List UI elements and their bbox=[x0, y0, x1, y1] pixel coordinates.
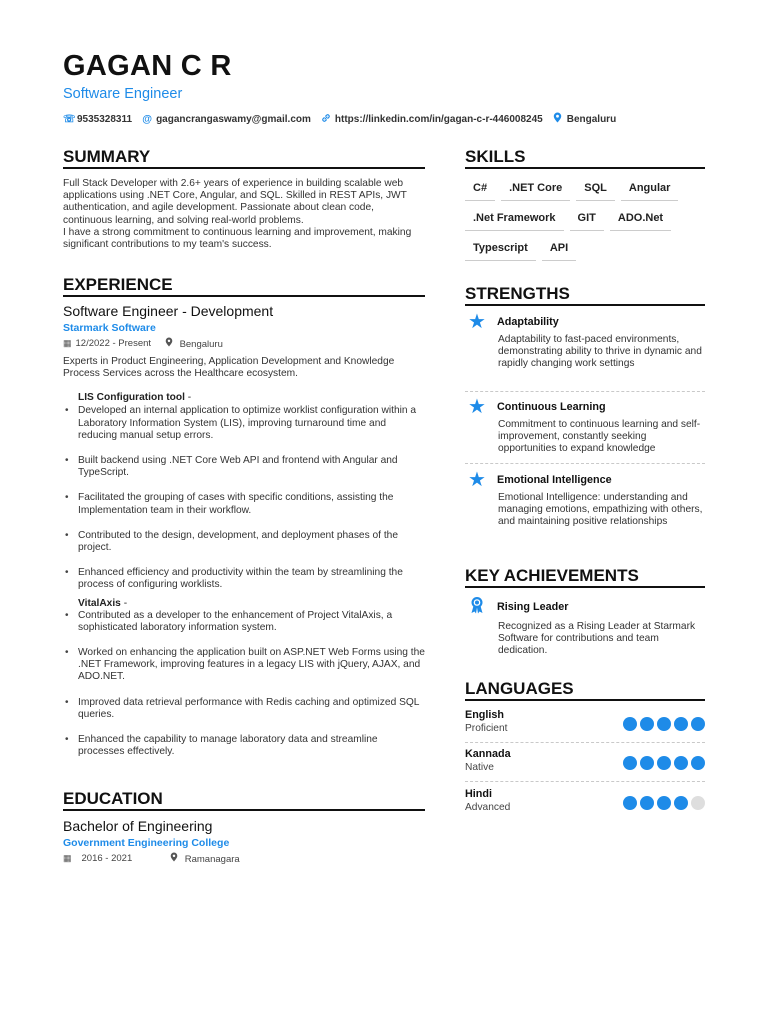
language-rating bbox=[623, 756, 705, 770]
list-item: • Contributed to the design, development, and deployment phases of the project. bbox=[78, 530, 425, 554]
language-name: English bbox=[465, 709, 504, 721]
job-location bbox=[165, 337, 223, 350]
language-item bbox=[465, 748, 705, 773]
candidate-name: GAGAN C R bbox=[63, 50, 232, 82]
skill-tag: GIT bbox=[570, 208, 604, 231]
skill-tag: API bbox=[542, 238, 576, 261]
project-title bbox=[78, 392, 425, 403]
rating-dot-filled bbox=[657, 756, 671, 770]
skills-row bbox=[465, 178, 705, 201]
strength-item bbox=[465, 398, 705, 456]
list-item: • Developed an internal application to optimize worklist configuration within a Laboratory Information System (LIS), improving turnaround time and reducing manual setup errors. bbox=[78, 405, 425, 442]
achievements-heading: KEY ACHIEVEMENTS bbox=[465, 566, 639, 585]
divider bbox=[465, 781, 705, 782]
list-item: • Enhanced the capability to manage laboratory data and streamline processes effectively. bbox=[78, 734, 425, 758]
skills-row bbox=[465, 238, 705, 261]
rating-dot-filled bbox=[623, 717, 637, 731]
skill-tag: Typescript bbox=[465, 238, 536, 261]
rating-dot-filled bbox=[691, 756, 705, 770]
location-icon bbox=[165, 339, 176, 349]
project-vitalaxis bbox=[63, 598, 425, 759]
experience-heading: EXPERIENCE bbox=[63, 275, 173, 294]
rating-dot-filled bbox=[640, 756, 654, 770]
languages-divider bbox=[465, 699, 705, 701]
divider bbox=[465, 463, 705, 464]
language-item bbox=[465, 709, 705, 734]
rating-dot-filled bbox=[657, 796, 671, 810]
location-icon bbox=[170, 854, 181, 864]
languages-heading: LANGUAGES bbox=[465, 679, 574, 698]
strength-head bbox=[465, 471, 705, 489]
strength-head bbox=[465, 398, 705, 416]
strength-desc: Adaptability to fast-paced environments, demonstrating ability to thrive in dynamic and rapidly changing work settings bbox=[498, 334, 702, 370]
rating-dot-filled bbox=[674, 756, 688, 770]
degree: Bachelor of Engineering bbox=[63, 818, 213, 834]
skill-tag: .Net Framework bbox=[465, 208, 564, 231]
divider bbox=[465, 742, 705, 743]
rating-dot-filled bbox=[674, 796, 688, 810]
contact-location-text: Bengaluru bbox=[566, 113, 617, 125]
achievement-item bbox=[465, 596, 705, 658]
strength-item bbox=[465, 471, 705, 529]
skills-list bbox=[465, 178, 705, 268]
education-meta bbox=[63, 852, 425, 865]
skills-divider bbox=[465, 167, 705, 169]
education-location-text: Ramanagara bbox=[184, 854, 240, 865]
list-item: • Improved data retrieval performance with Redis caching and optimized SQL queries. bbox=[78, 697, 425, 721]
skill-tag: .NET Core bbox=[501, 178, 570, 201]
star-icon: ★ bbox=[468, 396, 486, 418]
job-location-text: Bengaluru bbox=[179, 339, 223, 350]
education-divider bbox=[63, 809, 425, 811]
calendar-icon: ▦ bbox=[63, 338, 72, 348]
contact-phone-text: 9535328311 bbox=[77, 113, 133, 125]
skill-tag: C# bbox=[465, 178, 495, 201]
language-level: Native bbox=[465, 762, 494, 773]
list-item: • Enhanced efficiency and productivity within the team by streamlining the process of configuring worklists. bbox=[78, 567, 425, 591]
strength-title: Continuous Learning bbox=[497, 401, 606, 413]
education-entry bbox=[63, 818, 425, 865]
calendar-icon: ▦ bbox=[63, 853, 72, 863]
rating-dot-filled bbox=[657, 717, 671, 731]
experience-divider bbox=[63, 295, 425, 297]
list-item: • Contributed as a developer to the enhancement of Project VitalAxis, a sophisticated laboratory information system. bbox=[78, 610, 425, 634]
contact-bar bbox=[63, 112, 616, 126]
education-dates-text: 2016 - 2021 bbox=[81, 853, 133, 864]
star-icon: ★ bbox=[468, 469, 486, 491]
strength-desc: Emotional Intelligence: understanding and managing emotions, empathizing with others, and maintaining positive relationships bbox=[498, 492, 703, 528]
project-bullets bbox=[78, 610, 425, 759]
strength-title: Adaptability bbox=[497, 316, 559, 328]
rating-dot-filled bbox=[623, 756, 637, 770]
skills-row bbox=[465, 208, 705, 231]
job-dates bbox=[63, 338, 151, 349]
rating-dot-filled bbox=[623, 796, 637, 810]
job-title: Software Engineer - Development bbox=[63, 303, 274, 319]
strengths-divider bbox=[465, 304, 705, 306]
project-name: LIS Configuration tool bbox=[78, 392, 185, 404]
company-description: Experts in Product Engineering, Application Development and Knowledge Process Services across the Healthcare ecosystem. bbox=[63, 356, 395, 380]
project-name: VitalAxis bbox=[78, 597, 121, 609]
summary-heading: SUMMARY bbox=[63, 147, 151, 166]
list-item: • Facilitated the grouping of cases with specific conditions, assisting the Implementation team in their workflow. bbox=[78, 492, 425, 516]
link-icon bbox=[321, 113, 331, 126]
language-name: Kannada bbox=[465, 748, 511, 760]
skill-tag: ADO.Net bbox=[610, 208, 671, 231]
candidate-role: Software Engineer bbox=[63, 86, 183, 102]
achievement-desc: Recognized as a Rising Leader at Starmark Software for contributions and team dedication. bbox=[498, 621, 696, 657]
education-location bbox=[170, 852, 239, 865]
job-meta bbox=[63, 337, 425, 350]
language-name: Hindi bbox=[465, 788, 492, 800]
rating-dot-filled bbox=[691, 717, 705, 731]
skill-tag: SQL bbox=[576, 178, 615, 201]
language-item bbox=[465, 788, 705, 813]
achievement-head bbox=[465, 596, 705, 618]
strength-title: Emotional Intelligence bbox=[497, 474, 612, 486]
project-lis bbox=[63, 392, 425, 591]
contact-phone[interactable] bbox=[63, 112, 132, 126]
strengths-heading: STRENGTHS bbox=[465, 284, 570, 303]
skills-heading: SKILLS bbox=[465, 147, 526, 166]
list-item: • Worked on enhancing the application built on ASP.NET Web Forms using the .NET Framework, improving features in a legacy LIS with jQuery, AJAX, and ADO.NET. bbox=[78, 647, 425, 684]
list-item: • Built backend using .NET Core Web API and frontend with Angular and TypeScript. bbox=[78, 455, 425, 479]
strength-head bbox=[465, 313, 705, 331]
contact-linkedin[interactable] bbox=[321, 112, 543, 126]
contact-linkedin-text: https://linkedin.com/in/gagan-c-r-446008245 bbox=[334, 113, 543, 125]
company-name: Starmark Software bbox=[63, 322, 156, 334]
strength-item bbox=[465, 313, 705, 371]
project-suffix: - bbox=[184, 392, 192, 404]
job-dates-text: 12/2022 - Present bbox=[75, 338, 152, 349]
project-title bbox=[78, 598, 425, 609]
award-ribbon-icon bbox=[465, 596, 489, 618]
language-level: Advanced bbox=[465, 802, 511, 813]
rating-dot-filled bbox=[640, 717, 654, 731]
language-rating bbox=[623, 717, 705, 731]
project-bullets bbox=[78, 405, 425, 591]
contact-email[interactable] bbox=[142, 112, 311, 126]
rating-dot-filled bbox=[674, 717, 688, 731]
achievements-divider bbox=[465, 586, 705, 588]
contact-email-text: gagancrangaswamy@gmail.com bbox=[156, 113, 311, 125]
strength-desc: Commitment to continuous learning and self-improvement, constantly seeking opportunities to expand knowledge bbox=[498, 419, 701, 455]
rating-dot-filled bbox=[640, 796, 654, 810]
location-icon bbox=[553, 112, 563, 126]
rating-dot-empty bbox=[691, 796, 705, 810]
school-name: Government Engineering College bbox=[63, 837, 230, 849]
language-level: Proficient bbox=[465, 723, 508, 734]
star-icon: ★ bbox=[468, 311, 486, 333]
divider bbox=[465, 391, 705, 392]
language-rating bbox=[623, 796, 705, 810]
contact-location bbox=[553, 112, 616, 126]
email-icon: @ bbox=[142, 113, 152, 125]
project-suffix: - bbox=[120, 597, 128, 609]
summary-divider bbox=[63, 167, 425, 169]
education-dates bbox=[63, 853, 132, 864]
skill-tag: Angular bbox=[621, 178, 679, 201]
education-heading: EDUCATION bbox=[63, 789, 163, 808]
achievement-title: Rising Leader bbox=[497, 601, 569, 613]
phone-icon: ☏ bbox=[63, 113, 76, 125]
summary-text: Full Stack Developer with 2.6+ years of experience in building scalable web applications using .NET Core, Angular, and SQL. Skilled in REST APIs, JWT authentication, and agile development. Passionate about clean code, continuous learning, and solving real-world problems. I have a strong commitment to continuous learning and improvement, making significant contributions to my team's success. bbox=[63, 178, 412, 251]
experience-entry bbox=[63, 303, 425, 758]
